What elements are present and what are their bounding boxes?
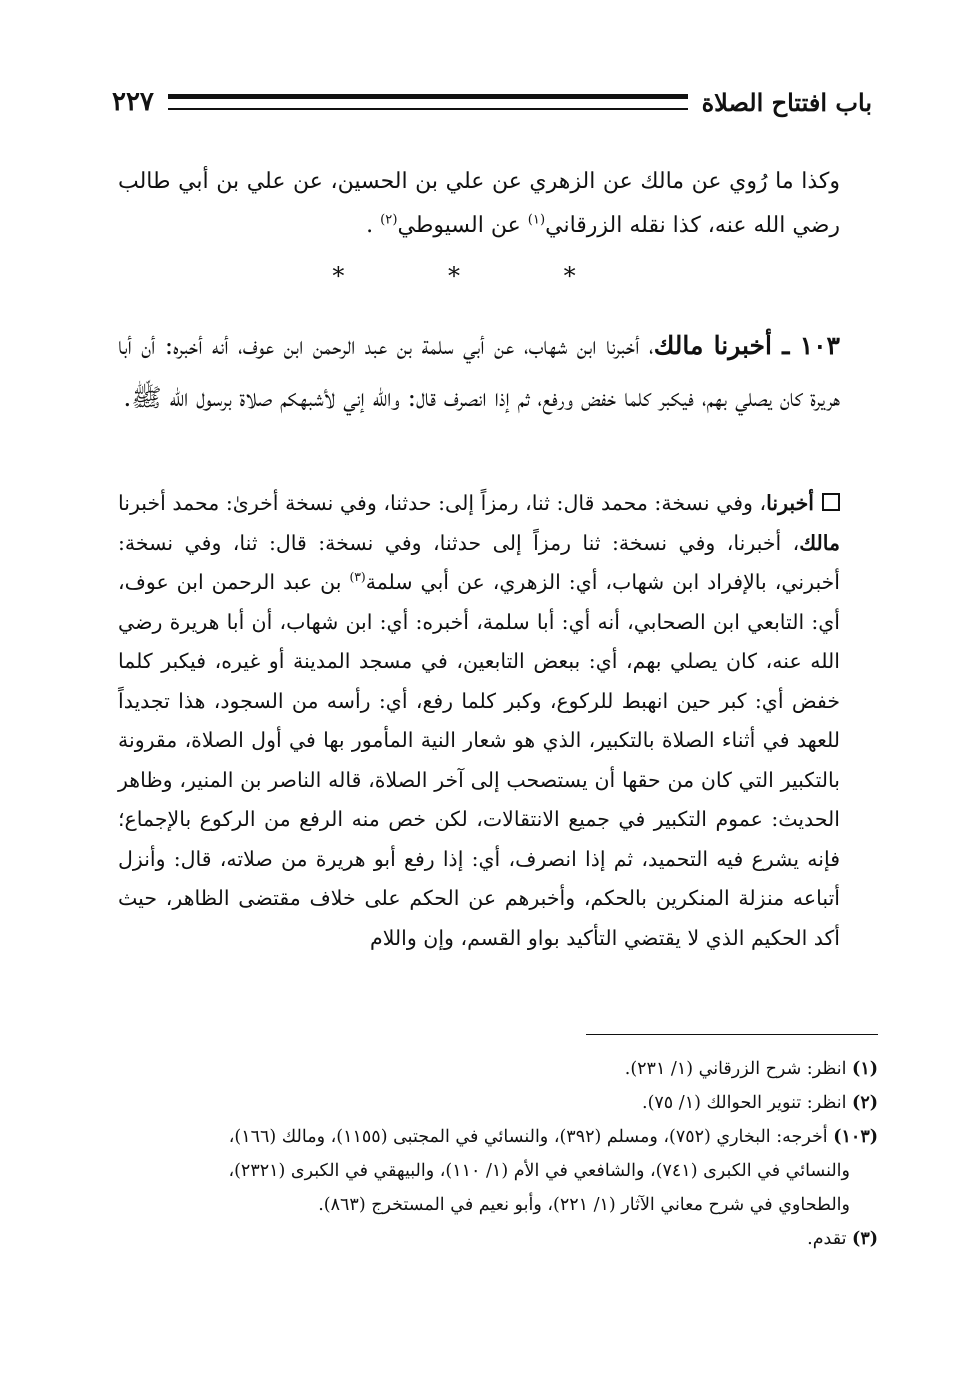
footnote-text: والطحاوي في شرح معاني الآثار (١/ ٢٢١)، وأبو نعيم في المستخرج (٨٦٣). xyxy=(318,1195,850,1215)
hadith-text: ، أخبرنا ابن شهاب، عن أبي سلمة بن عبد الرحمن ابن عوف، أنه أخبره: أن أبا هريرة كان يصلي بهم، فيكبر كلما خفض ورفع، ثم إذا انصرف قال: والله إني لأشبهكم صلاة برسول الله ﷺ. xyxy=(118,331,840,412)
commentary-keyword: مالك xyxy=(799,530,840,555)
commentary-keyword: أخبرنا xyxy=(766,491,814,515)
footnote-text: والنسائي في الكبرى (٧٤١)، والشافعي في الأم (١/ ١١٠)، والبيهقي في الكبرى (٢٣٢١)، xyxy=(228,1161,850,1181)
page-number: ٢٢٧ xyxy=(112,87,154,117)
footnote-continuation xyxy=(100,1154,878,1188)
footnote-ref: (١) xyxy=(527,212,546,228)
footnote-text: انظر: تنوير الحوالك (١/ ٧٥). xyxy=(642,1093,847,1113)
square-marker-icon xyxy=(822,493,840,511)
footnote-ref: (٢) xyxy=(380,212,398,228)
footnote-continuation xyxy=(100,1188,878,1222)
intro-text: عن السيوطي xyxy=(397,213,528,238)
footnote-number: (١) xyxy=(852,1059,878,1079)
footnote xyxy=(100,1222,878,1256)
intro-text: . xyxy=(366,213,381,238)
commentary-text: ، أخبرنا، وفي نسخة: ثنا رمزاً إلى حدثنا، وفي نسخة: قال: ثنا، وفي نسخة: أخبرني، بالإفراد ابن شهاب، أي: الزهري، عن أبي سلمة xyxy=(118,530,840,594)
footnote xyxy=(100,1086,878,1120)
page-header xyxy=(112,82,872,122)
section-separator: * * * xyxy=(332,262,624,290)
footnotes xyxy=(100,1052,878,1256)
hadith-paragraph xyxy=(118,320,840,424)
footnote xyxy=(100,1120,878,1154)
hadith-lead: ١٠٣ ـ أخبرنا مالك xyxy=(653,331,840,360)
footnote-ref: (٣) xyxy=(349,570,366,585)
footnote-number: (٣) xyxy=(852,1229,878,1249)
commentary-paragraph xyxy=(118,484,840,958)
header-rule xyxy=(168,94,688,110)
footnote-number: (١٠٣) xyxy=(833,1127,878,1147)
footnote-number: (٢) xyxy=(852,1093,878,1113)
intro-paragraph xyxy=(118,160,840,248)
footnote-divider xyxy=(586,1034,878,1035)
commentary-text: بن عبد الرحمن ابن عوف، أي: التابعي ابن الصحابي، أنه أي: أبا سلمة، أخبره: أي: ابن شهاب، أن أبا هريرة رضي الله عنه، كان يصلي بهم، أي: ببعض التابعين، في مسجد المدينة أو غيره، فيكبر كلما خفض أي: كبر حين انهبط للركوع، وكبر كلما رفع، أي: رأسه من السجود، هذا تجديداً للعهد في أثناء الصلاة بالتكبير، الذي هو شعار النية المأمور بها في أول الصلاة، مقرونة بالتكبير التي كان من حقها أن يستصحب إلى آخر الصلاة، قاله الناصر بن المنير، وظاهر الحديث: عموم التكبير في جميع الانتقالات، لكن خص منه الرفع من الركوع بالإجماع؛ فإنه يشرع فيه التحميد، ثم إذا انصرف، أي: إذا رفع أبو هريرة من صلاته، قال: وأنزل أتباعه منزلة المنكرين بالحكم، وأخبرهم عن الحكم على خلاف مقتضى الظاهر، حيث أكد الحكيم الذي لا يقتضي التأكيد بواو القسم، وإن واللام xyxy=(118,570,840,950)
intro-text: وكذا ما رُوي عن مالك عن الزهري عن علي بن الحسين، عن علي بن أبي طالب رضي الله عنه، كذا نقله الزرقاني xyxy=(118,169,840,238)
footnote-text: انظر: شرح الزرقاني (١/ ٢٣١). xyxy=(624,1059,847,1079)
footnote-text: أخرجه: البخاري (٧٥٢)، ومسلم (٣٩٢)، والنسائي في المجتبى (١١٥٥)، ومالك (١٦٦)، xyxy=(228,1127,828,1147)
footnote-text: تقدم. xyxy=(807,1229,847,1249)
chapter-title: باب افتتاح الصلاة xyxy=(701,87,872,117)
footnote xyxy=(100,1052,878,1086)
commentary-text: ، وفي نسخة: محمد قال: ثنا، رمزاً إلى: حدثنا، وفي نسخة أخرىٰ: محمد أخبرنا xyxy=(118,491,767,515)
